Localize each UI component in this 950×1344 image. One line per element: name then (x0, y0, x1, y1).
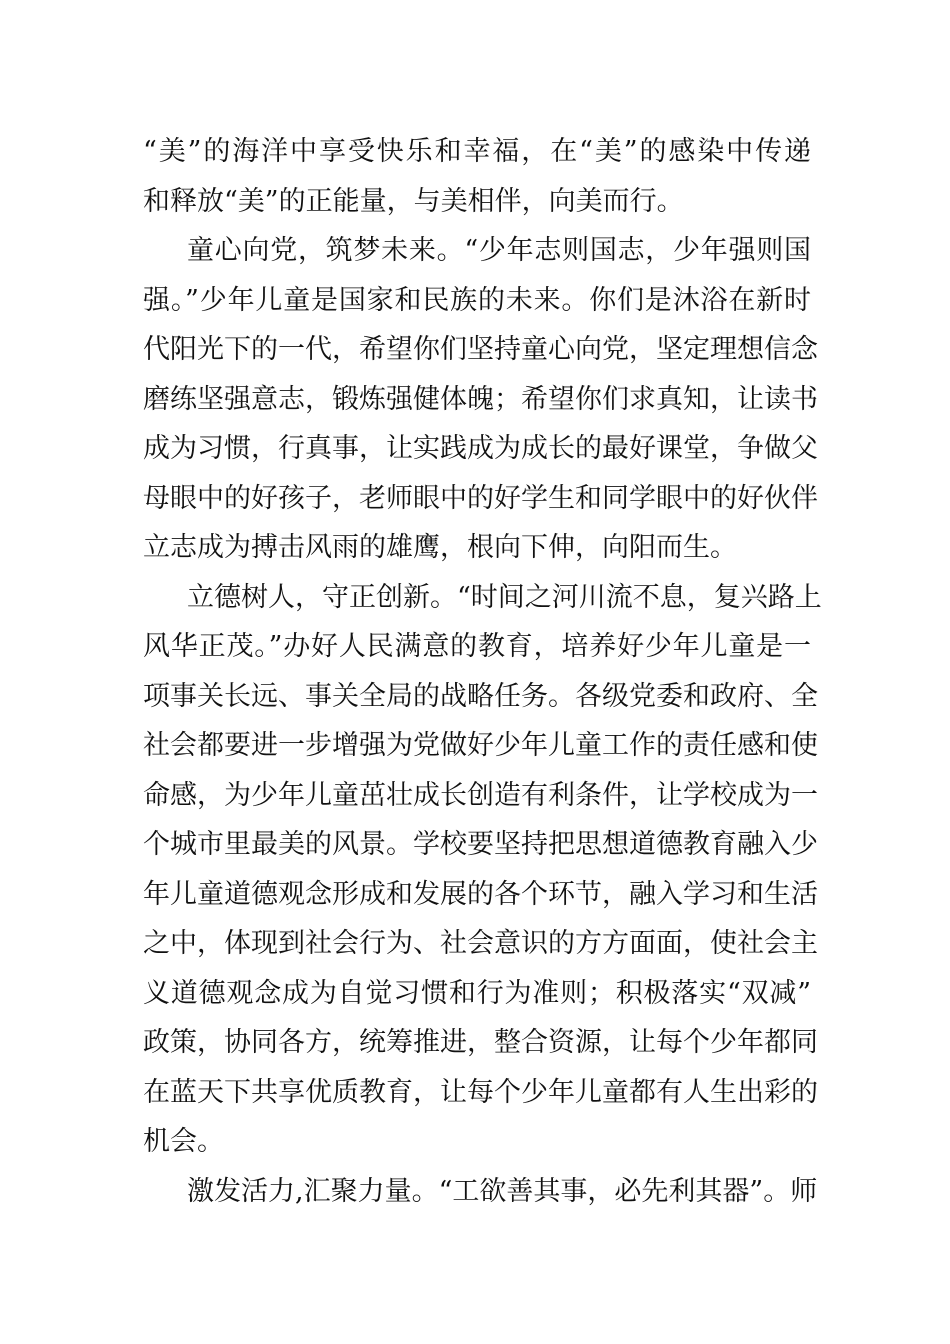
text-line: “美”的海洋中享受快乐和幸福，在“美”的感染中传递 (143, 136, 811, 167)
paragraph-continuation (143, 127, 811, 226)
body-text (143, 127, 822, 1216)
text-line: 项事关长远、事关全局的战略任务。各级党委和政府、全 (143, 680, 818, 712)
text-line: 义道德观念成为自觉习惯和行为准则；积极落实“双减” (143, 977, 811, 1009)
text-line: 政策，协同各方，统筹推进，整合资源，让每个少年都同 (143, 1027, 818, 1058)
text-line: 代阳光下的一代，希望你们坚持童心向党，坚定理想信念 (143, 334, 818, 365)
text-line: 强。”少年儿童是国家和民族的未来。你们是沐浴在新时 (143, 284, 811, 316)
text-line: 激发活力,汇聚力量。“工欲善其事，必先利其器”。师 (187, 1175, 818, 1207)
text-line: 在蓝天下共享优质教育，让每个少年儿童都有人生出彩的 (143, 1076, 818, 1108)
text-line: 立志成为搏击风雨的雄鹰，根向下伸，向阳而生。 (143, 532, 737, 563)
text-line: 个城市里最美的风景。学校要坚持把思想道德教育融入少 (143, 829, 818, 860)
text-line: 社会都要进一步增强为党做好少年儿童工作的责任感和使 (143, 730, 818, 761)
text-line: 童心向党，筑梦未来。“少年志则国志，少年强则国 (187, 235, 811, 266)
text-line: 之中，体现到社会行为、社会意识的方方面面，使社会主 (143, 928, 818, 959)
text-line: 和释放“美”的正能量，与美相伴，向美而行。 (143, 185, 684, 217)
paragraph-vitality (143, 1167, 818, 1217)
text-line: 命感，为少年儿童茁壮成长创造有利条件，让学校成为一 (143, 779, 818, 811)
paragraph-morality (143, 573, 822, 1167)
text-line: 磨练坚强意志，锻炼强健体魄；希望你们求真知，让读书 (143, 383, 818, 415)
text-line: 成为习惯，行真事，让实践成为成长的最好课堂，争做父 (143, 433, 818, 464)
text-line: 风华正茂。”办好人民满意的教育，培养好少年儿童是一 (143, 631, 811, 662)
text-line: 机会。 (143, 1126, 224, 1157)
text-line: 年儿童道德观念形成和发展的各个环节，融入学习和生活 (143, 878, 818, 910)
text-line: 立德树人，守正创新。“时间之河川流不息，复兴路上 (187, 581, 822, 613)
text-line: 母眼中的好孩子，老师眼中的好学生和同学眼中的好伙伴 (143, 482, 818, 514)
paragraph-child-heart (143, 226, 818, 573)
